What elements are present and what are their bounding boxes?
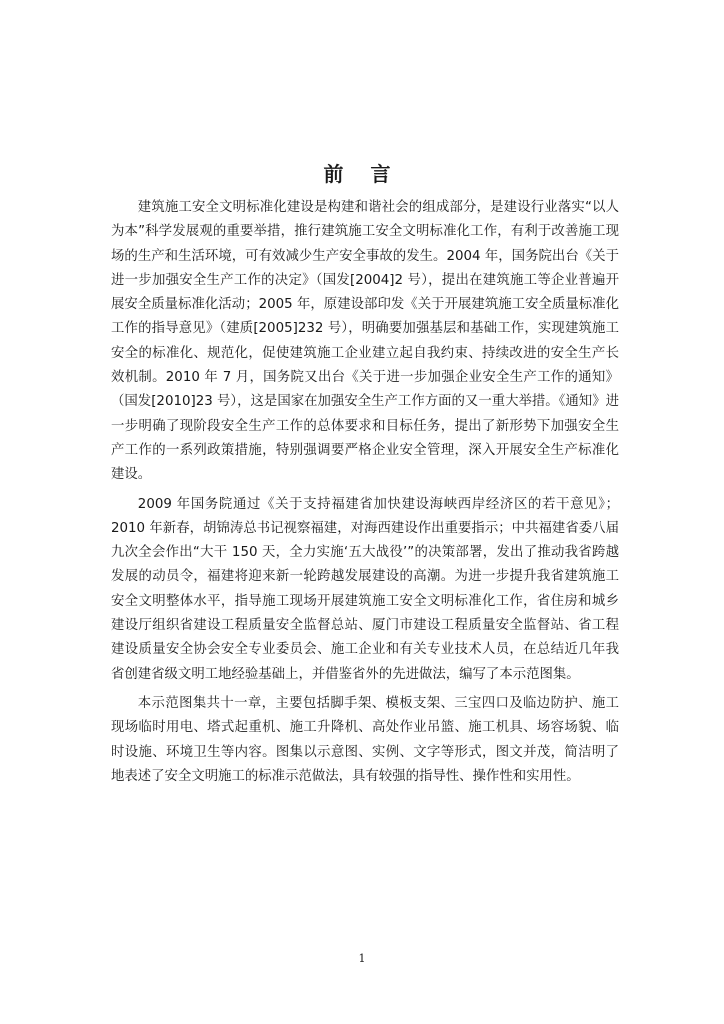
page-title: 前 言 — [323, 162, 401, 186]
preface-body — [111, 196, 619, 789]
page-number: 1 — [358, 952, 366, 965]
paragraph-1: 建筑施工安全文明标准化建设是构建和谐社会的组成部分，是建设行业落实“以人为本”科学发展观的重要举措，推行建筑施工安全文明标准化工作，有利于改善施工现场的生产和生活环境，可有效减少生产安全事故的发生。2004 年，国务院出台《关于进一步加强安全生产工作的决定》（国发[2004]2 号），提出在建筑施工等企业普遍开展安全质量标准化活动；2005 年，原建设部印发《关于开展建筑施工安全质量标准化工作的指导意见》（建质[2005]232 号），明确要加强基层和基础工作，实现建筑施工安全的标准化、规范化，促使建筑施工企业建立起自我约束、持续改进的安全生产长效机制。2010 年 7 月，国务院又出台《关于进一步加强企业安全生产工作的通知》（国发[2010]23 号），这是国家在加强安全生产工作方面的又一重大举措。《通知》进一步明确了现阶段安全生产工作的总体要求和目标任务，提出了新形势下加强安全生产工作的一系列政策措施，特别强调要严格企业安全管理，深入开展安全生产标准化建设。 — [111, 200, 619, 483]
paragraph-3: 本示范图集共十一章，主要包括脚手架、模板支架、三宝四口及临边防护、施工现场临时用电、塔式起重机、施工升降机、高处作业吊篮、施工机具、场容场貌、临时设施、环境卫生等内容。图集以示意图、实例、文字等形式，图文并茂，简洁明了地表述了安全文明施工的标准示范做法，具有较强的指导性、操作性和实用性。 — [111, 695, 619, 784]
paragraph-2: 2009 年国务院通过《关于支持福建省加快建设海峡西岸经济区的若干意见》；2010 年新春，胡锦涛总书记视察福建，对海西建设作出重要指示；中共福建省委八届九次全会作出“大干 150 天，全力实施‘五大战役’”的决策部署，发出了推动我省跨越发展的动员令，福建将迎来新一轮跨越发展建设的高潮。为进一步提升我省建筑施工安全文明整体水平，指导施工现场开展建筑施工安全文明标准化工作，省住房和城乡建设厅组织省建设工程质量安全监督总站、厦门市建设工程质量安全监督站、省工程建设质量安全协会安全专业委员会、施工企业和有关专业技术人员，在总结近几年我省创建省级文明工地经验基础上，并借鉴省外的先进做法，编写了本示范图集。 — [111, 496, 619, 682]
